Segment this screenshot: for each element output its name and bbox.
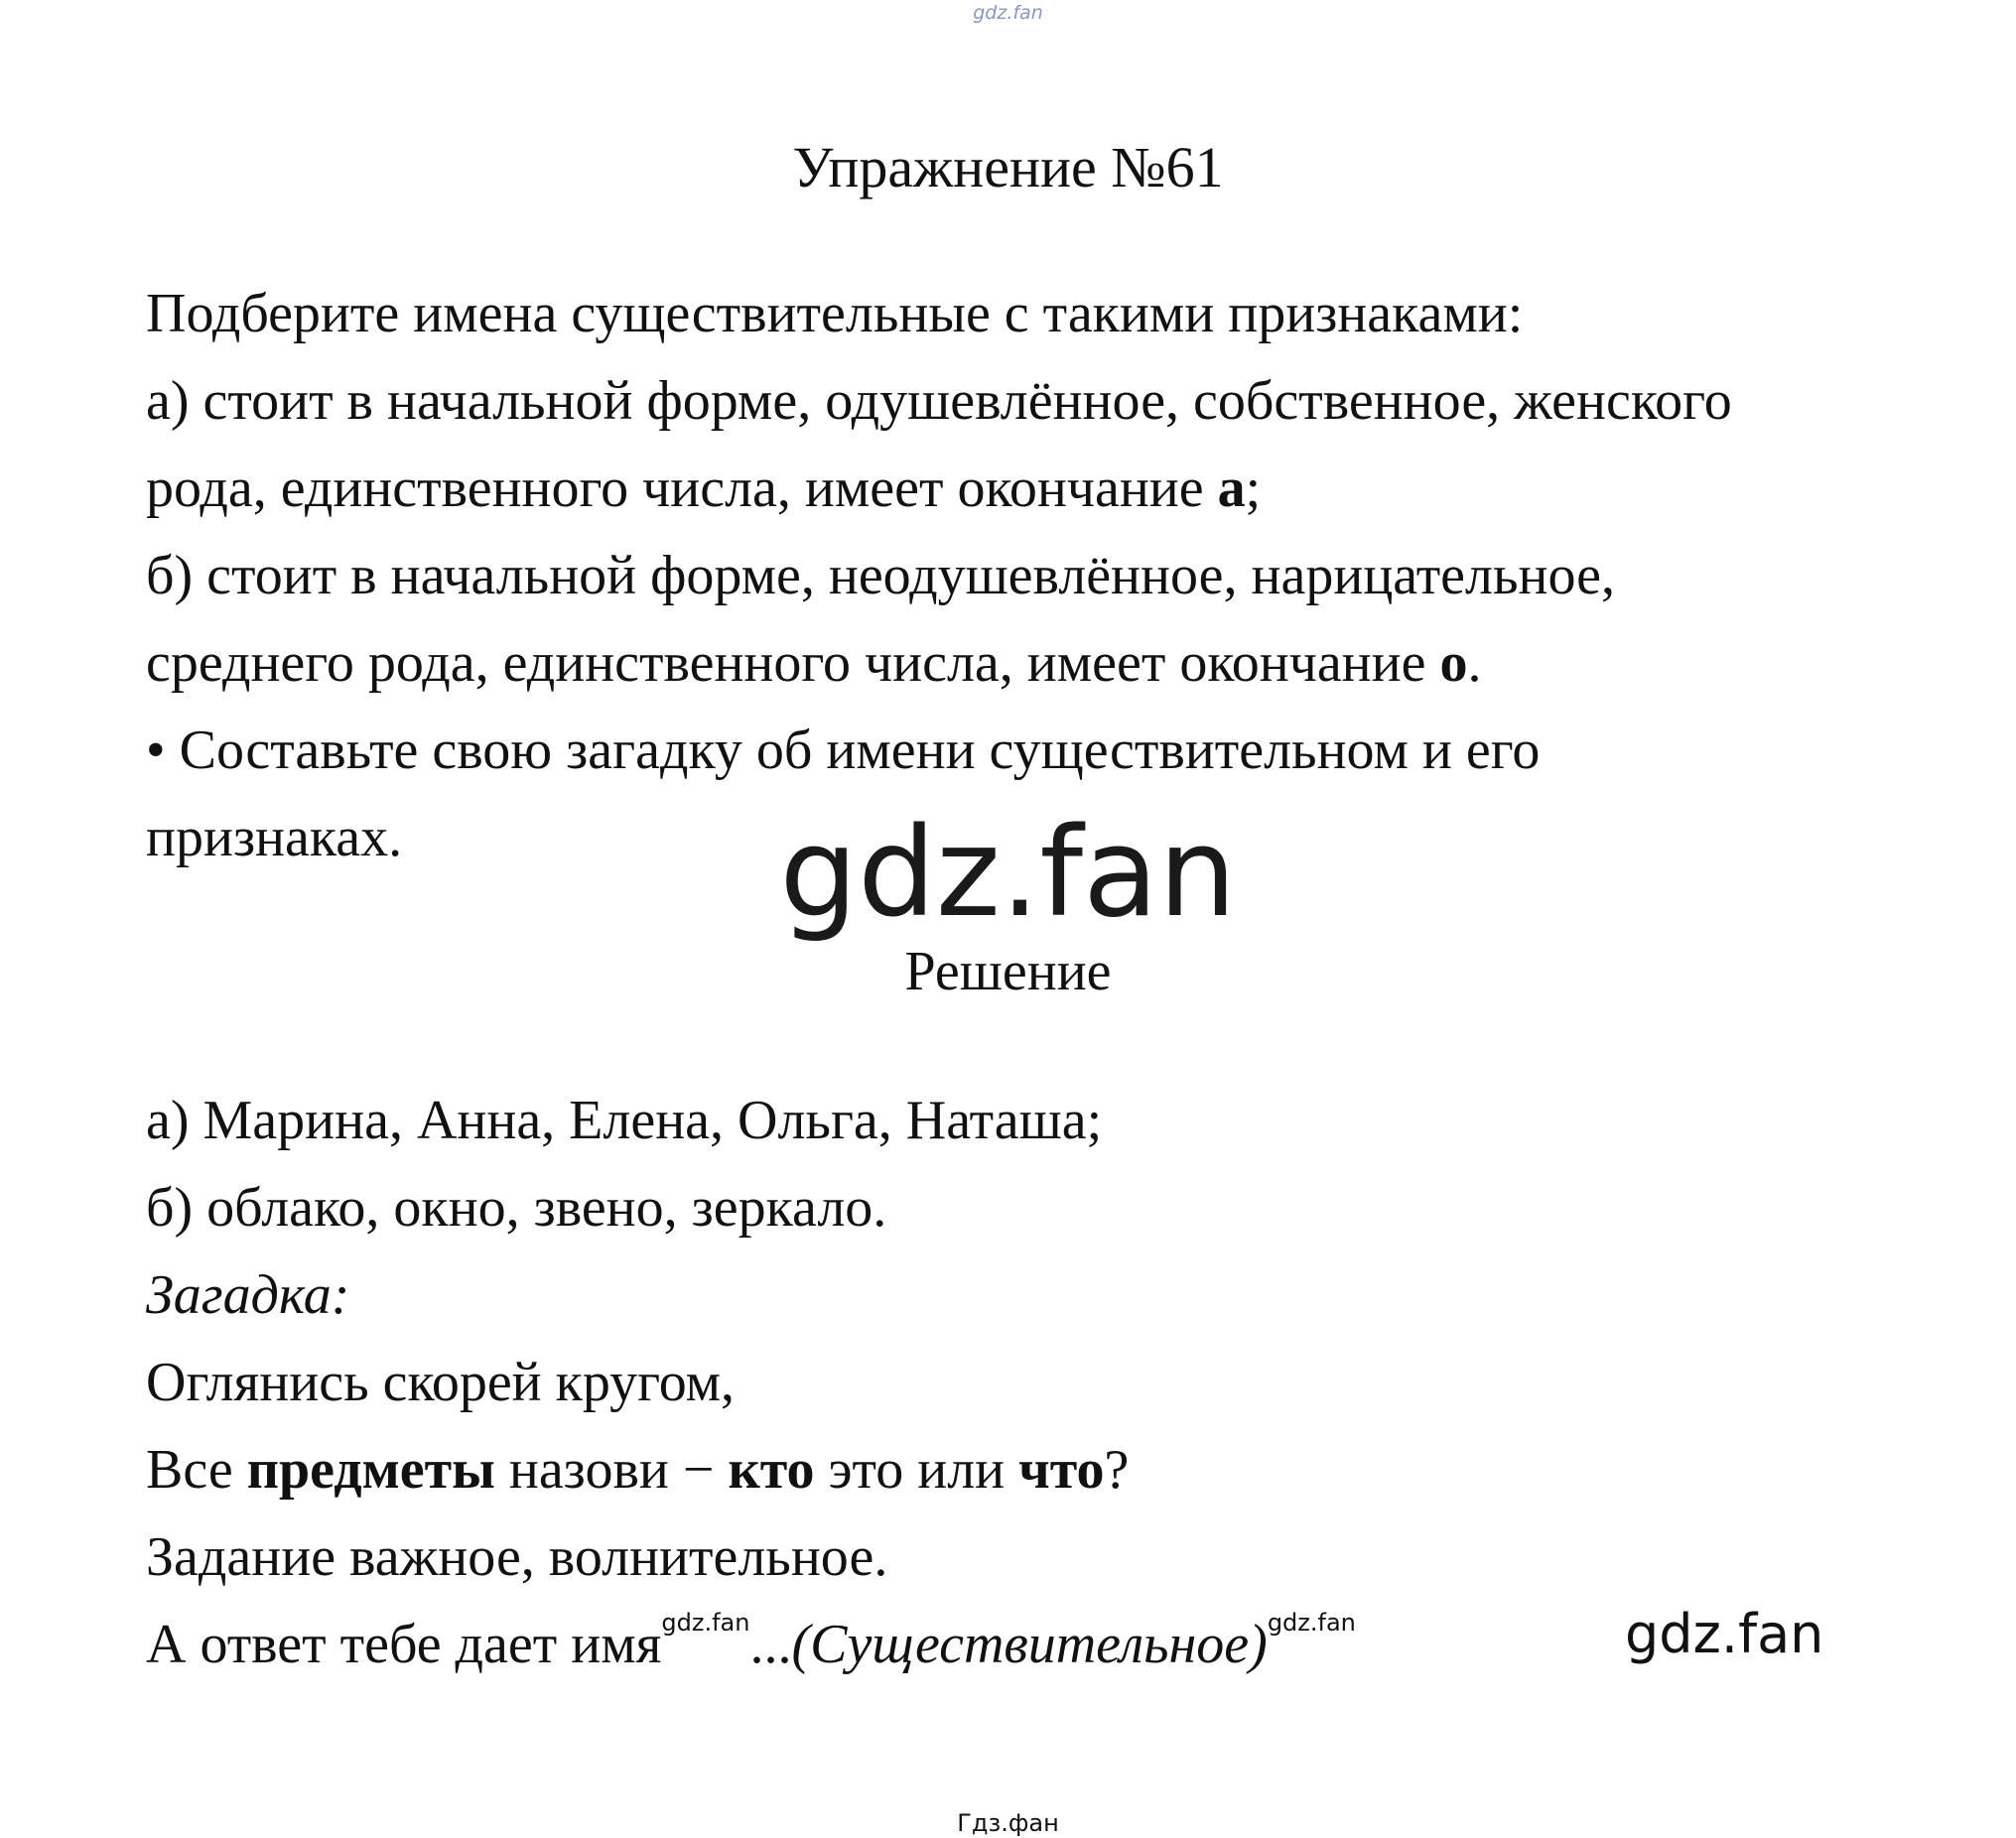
task-item-a-ending: а [1217,458,1246,519]
watermark-right: gdz.fan [1625,1603,1824,1665]
task-item-a-text: рода, единственного числа, имеет окончание [146,458,1218,519]
riddle-line-2-part: назови − [494,1439,729,1501]
answer-b: б) облако, окно, звено, зеркало. [146,1177,887,1239]
task-item-b-line-1: б) стоит в начальной форме, неодушевлённое, нарицательное, [146,545,1616,606]
watermark-bottom: Гдз.фан [957,1809,1059,1837]
riddle-line-3: Задание важное, волнительное. [146,1526,888,1588]
riddle-line-1: Оглянись скорей кругом, [146,1352,736,1413]
riddle-line-2-bold: предметы [246,1439,495,1501]
riddle-line-2-bold: что [1018,1439,1105,1501]
task-item-b-text: среднего рода, единственного числа, имеет окончание [146,632,1440,694]
exercise-title: Упражнение №61 [792,135,1224,199]
riddle-line-4-text: А ответ тебе дает имя [146,1614,662,1675]
watermark-inline-1: gdz.fan [661,1609,750,1637]
task-extra-line-1: • Составьте свою загадку об имени существительном и его [146,720,1541,781]
riddle-line-2 [146,1426,1972,1513]
solution-body [146,1077,1972,1688]
solution-heading: Решение [904,941,1112,1002]
task-item-b-punct: . [1467,632,1482,694]
riddle-line-2-part: Все [146,1439,247,1501]
task-item-a-line-2 [146,445,1972,532]
riddle-line-4-ellipsis: ... [749,1614,792,1675]
task-item-a-punct: ; [1245,458,1262,519]
riddle-label: Загадка: [146,1264,350,1326]
task-item-b-ending: о [1439,632,1468,694]
task-extra-line-2: признаках. [146,807,403,868]
answer-a: а) Марина, Анна, Елена, Ольга, Наташа; [146,1090,1103,1151]
watermark-top: gdz.fan [973,2,1043,24]
riddle-line-2-part: ? [1104,1439,1130,1501]
watermark-inline-2: gdz.fan [1267,1609,1356,1637]
watermark-center: gdz.fan [779,802,1237,945]
task-intro: Подберите имена существительные с такими признаками: [146,283,1524,344]
task-item-b-line-2 [146,619,1972,707]
exercise-task [146,270,1972,881]
riddle-answer: (Существительное) [791,1614,1268,1675]
task-item-a-line-1: а) стоит в начальной форме, одушевлённое, собственное, женского [146,370,1732,432]
riddle-line-2-part: это или [814,1439,1019,1501]
riddle-line-2-bold: кто [728,1439,815,1501]
